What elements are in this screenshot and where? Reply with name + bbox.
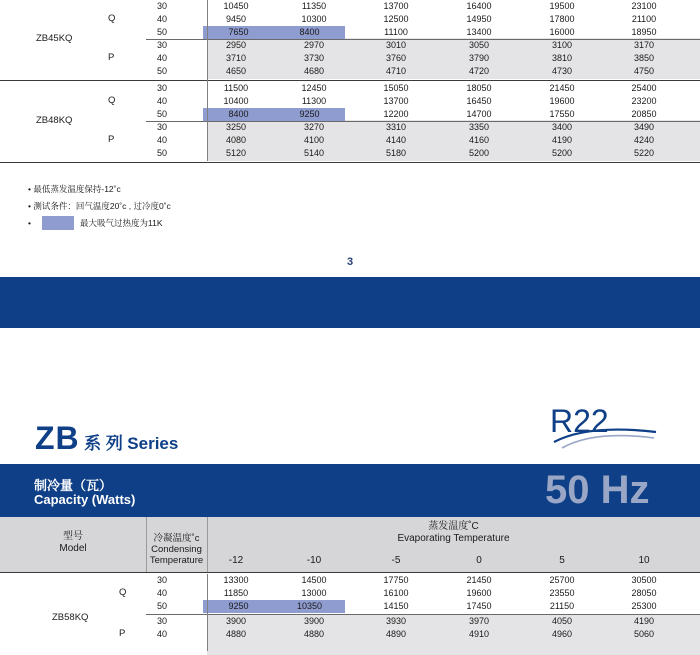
evap-header-cn: 蒸发温度˚C (428, 521, 479, 532)
capacity-value-cell: 3400 (551, 122, 573, 132)
evaporating-header (207, 521, 700, 545)
note-superheat-text: 最大吸气过热度为11K (80, 218, 163, 228)
capacity-value-cell: 10350 (274, 600, 345, 613)
capacity-value-cell: 21150 (549, 601, 575, 611)
capacity-value-cell: 20850 (631, 109, 657, 119)
note-text: 最低蒸发温度保持-12˚c (33, 184, 121, 194)
capacity-value-cell: 18950 (631, 27, 657, 37)
cond-header-en2: Temperature (149, 555, 204, 566)
capacity-value-cell: 25400 (631, 83, 657, 93)
capacity-value-cell: 3810 (551, 53, 573, 63)
cond-header-en1: Condensing (151, 544, 202, 555)
capacity-value-cell: 12500 (383, 14, 409, 24)
condensing-temp-cell: 50 (156, 109, 167, 119)
model-header-cn: 型号 (63, 531, 83, 542)
condensing-temp-cell: 50 (156, 148, 167, 158)
cond-header-cn: 冷凝温度˚c (153, 533, 200, 544)
condensing-header (146, 533, 207, 566)
frequency-label: 50 Hz (545, 468, 650, 512)
header-rule (0, 572, 700, 573)
condensing-temp-cell: 50 (156, 601, 167, 611)
capacity-value-cell: 5220 (633, 148, 655, 158)
condensing-temp-cell: 40 (156, 588, 167, 598)
capacity-value-cell: 5140 (303, 148, 325, 158)
capacity-value-cell: 14950 (466, 14, 492, 24)
capacity-value-cell: 14700 (466, 109, 492, 119)
model-name: ZB58KQ (52, 612, 89, 623)
capacity-value-cell: 8400 (203, 108, 274, 121)
capacity-en: Capacity (Watts) (34, 492, 136, 507)
capacity-value-cell: 16400 (466, 1, 492, 11)
capacity-value-cell: 4910 (468, 629, 490, 639)
capacity-value-cell: 11850 (223, 588, 249, 598)
capacity-value-cell: 28050 (631, 588, 657, 598)
condensing-temp-cell: 40 (156, 629, 167, 639)
condensing-temp-cell: 40 (156, 96, 167, 106)
capacity-value-cell: 3930 (385, 616, 407, 626)
evap-column-label: 0 (476, 555, 482, 566)
r22-logo (548, 398, 658, 453)
model-name: ZB48KQ (36, 115, 73, 126)
r22-swoosh-icon (548, 398, 658, 453)
capacity-value-cell: 8400 (274, 26, 345, 39)
condensing-temp-cell: 30 (156, 40, 167, 50)
group-label: P (108, 52, 115, 63)
condensing-temp-cell: 50 (156, 66, 167, 76)
capacity-value-cell: 10450 (223, 1, 249, 11)
capacity-value-cell: 3050 (468, 40, 490, 50)
capacity-value-cell: 3900 (225, 616, 247, 626)
capacity-value-cell: 3730 (303, 53, 325, 63)
bullet: • (28, 218, 31, 228)
capacity-value-cell: 4240 (633, 135, 655, 145)
capacity-value-cell: 13400 (466, 27, 492, 37)
capacity-value-cell: 25700 (549, 575, 575, 585)
capacity-value-cell: 5060 (633, 629, 655, 639)
capacity-value-cell: 3350 (468, 122, 490, 132)
capacity-value-cell: 16100 (383, 588, 409, 598)
capacity-value-cell: 4730 (551, 66, 573, 76)
group-label: P (119, 628, 126, 639)
capacity-value-cell: 4160 (468, 135, 490, 145)
group-label: P (108, 134, 115, 145)
evap-column-label: 5 (559, 555, 565, 566)
capacity-value-cell: 3100 (551, 40, 573, 50)
group-label: Q (108, 13, 116, 24)
group-label: Q (108, 95, 116, 106)
capacity-value-cell: 5180 (385, 148, 407, 158)
footer-band (0, 277, 700, 328)
capacity-value-cell: 3270 (303, 122, 325, 132)
capacity-value-cell: 3790 (468, 53, 490, 63)
evap-column-label: 10 (638, 555, 650, 566)
capacity-value-cell: 4050 (551, 616, 573, 626)
model-name: ZB45KQ (36, 33, 73, 44)
capacity-value-cell: 4650 (225, 66, 247, 76)
capacity-value-cell: 19600 (549, 96, 575, 106)
capacity-value-cell: 4140 (385, 135, 407, 145)
capacity-value-cell: 17800 (549, 14, 575, 24)
capacity-value-cell: 19600 (466, 588, 492, 598)
capacity-value-cell: 13700 (383, 1, 409, 11)
capacity-value-cell: 23550 (549, 588, 575, 598)
capacity-value-cell: 3900 (303, 616, 325, 626)
capacity-value-cell: 13300 (223, 575, 249, 585)
capacity-value-cell: 17450 (466, 601, 492, 611)
capacity-value-cell: 15050 (383, 83, 409, 93)
capacity-value-cell: 5200 (468, 148, 490, 158)
capacity-value-cell: 19500 (549, 1, 575, 11)
condensing-temp-cell: 40 (156, 135, 167, 145)
condensing-temp-cell: 30 (156, 83, 167, 93)
capacity-value-cell: 3250 (225, 122, 247, 132)
capacity-value-cell: 4880 (303, 629, 325, 639)
capacity-value-cell: 18050 (466, 83, 492, 93)
note-min-evap (28, 183, 121, 196)
capacity-value-cell: 21450 (466, 575, 492, 585)
note-test-conditions (28, 200, 171, 213)
condensing-temp-cell: 40 (156, 53, 167, 63)
note-text: 测试条件：回气温度20˚c , 过冷度0˚c (33, 201, 171, 211)
condensing-temp-cell: 40 (156, 14, 167, 24)
capacity-value-cell: 4890 (385, 629, 407, 639)
column-divider (207, 574, 208, 651)
series-title (35, 420, 178, 457)
legend-swatch (42, 216, 74, 230)
series-zb: ZB (35, 420, 80, 456)
condensing-temp-cell: 30 (156, 122, 167, 132)
condensing-temp-cell: 30 (156, 616, 167, 626)
bullet: • (28, 184, 31, 194)
capacity-value-cell: 9250 (203, 600, 274, 613)
capacity-value-cell: 16000 (549, 27, 575, 37)
capacity-value-cell: 12200 (383, 109, 409, 119)
capacity-value-cell: 10300 (301, 14, 327, 24)
note-superheat (28, 217, 31, 230)
capacity-value-cell: 17750 (383, 575, 409, 585)
capacity-value-cell: 16450 (466, 96, 492, 106)
capacity-value-cell: 13700 (383, 96, 409, 106)
condensing-temp-cell: 50 (156, 27, 167, 37)
condensing-temp-cell: 30 (156, 1, 167, 11)
evap-header-en: Evaporating Temperature (397, 533, 510, 544)
capacity-value-cell: 11300 (301, 96, 327, 106)
evap-column-label: -12 (228, 555, 244, 566)
capacity-value-cell: 11500 (223, 83, 249, 93)
capacity-value-cell: 13000 (301, 588, 327, 598)
capacity-value-cell: 10400 (223, 96, 249, 106)
group-label: Q (119, 587, 127, 598)
capacity-value-cell: 3310 (385, 122, 407, 132)
bullet: • (28, 201, 31, 211)
condensing-temp-cell: 30 (156, 575, 167, 585)
capacity-value-cell: 2970 (303, 40, 325, 50)
capacity-value-cell: 11100 (384, 27, 408, 37)
evap-column-label: -5 (391, 555, 401, 566)
capacity-value-cell: 3850 (633, 53, 655, 63)
series-en: Series (127, 434, 179, 453)
capacity-value-cell: 2950 (225, 40, 247, 50)
capacity-value-cell: 4880 (225, 629, 247, 639)
capacity-value-cell: 3490 (633, 122, 655, 132)
capacity-value-cell: 21100 (631, 14, 657, 24)
capacity-value-cell: 14150 (383, 601, 409, 611)
capacity-value-cell: 4100 (303, 135, 325, 145)
capacity-value-cell: 11350 (301, 1, 327, 11)
capacity-value-cell: 30500 (631, 575, 657, 585)
series-cn: 系 列 (84, 434, 123, 453)
capacity-value-cell: 4680 (303, 66, 325, 76)
capacity-value-cell: 3970 (468, 616, 490, 626)
capacity-value-cell: 4750 (633, 66, 655, 76)
capacity-value-cell: 4960 (551, 629, 573, 639)
capacity-value-cell: 4080 (225, 135, 247, 145)
capacity-value-cell: 3170 (633, 40, 655, 50)
capacity-value-cell: 3010 (385, 40, 407, 50)
page-number: 3 (346, 256, 354, 268)
capacity-value-cell: 14500 (301, 575, 327, 585)
capacity-value-cell: 23100 (631, 1, 657, 11)
capacity-value-cell: 9250 (274, 108, 345, 121)
capacity-value-cell: 4710 (385, 66, 407, 76)
capacity-value-cell: 25300 (631, 601, 657, 611)
capacity-value-cell: 3760 (385, 53, 407, 63)
capacity-value-cell: 7650 (203, 26, 274, 39)
column-divider (207, 0, 208, 161)
capacity-cn: 制冷量（瓦） (34, 478, 113, 493)
model-separator (0, 162, 700, 163)
capacity-value-cell: 4720 (468, 66, 490, 76)
capacity-value-cell: 17550 (549, 109, 575, 119)
capacity-value-cell: 3710 (225, 53, 247, 63)
capacity-value-cell: 21450 (549, 83, 575, 93)
model-header (0, 531, 146, 555)
evap-column-label: -10 (306, 555, 322, 566)
model-header-en: Model (59, 543, 87, 554)
capacity-value-cell: 5200 (551, 148, 573, 158)
capacity-value-cell: 4190 (551, 135, 573, 145)
capacity-value-cell: 4190 (633, 616, 655, 626)
svg-text:R22: R22 (550, 403, 609, 439)
capacity-value-cell: 5120 (225, 148, 247, 158)
capacity-value-cell: 23200 (631, 96, 657, 106)
capacity-value-cell: 12450 (301, 83, 327, 93)
capacity-value-cell: 9450 (225, 14, 247, 24)
